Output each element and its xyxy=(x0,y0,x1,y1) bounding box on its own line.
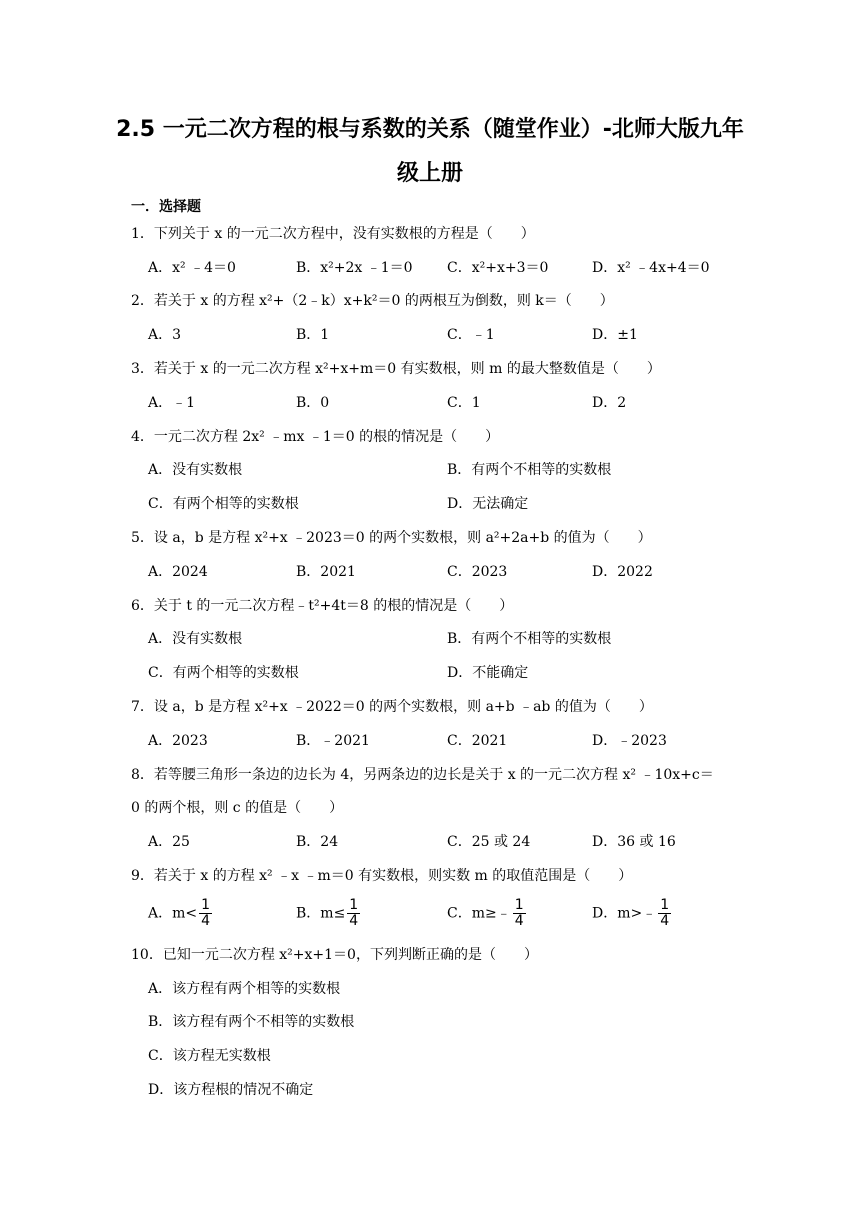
question-3: 3．若关于 x 的一元二次方程 x²+x+m＝0 有实数根，则 m 的最大整数值是（ ） xyxy=(131,361,661,377)
q4-option-c: C．有两个相等的实数根 xyxy=(148,496,299,512)
q7-option-b: B．﹣2021 xyxy=(296,733,370,749)
question-5: 5．设 a，b 是方程 x²+x ﹣2023＝0 的两个实数根，则 a²+2a+b 的值为（ ） xyxy=(131,530,652,546)
q9-option-d xyxy=(592,898,671,929)
fraction-numerator: 1 xyxy=(660,897,670,913)
fraction xyxy=(199,898,212,929)
q10-option-a: A．该方程有两个相等的实数根 xyxy=(148,981,341,997)
question-9: 9．若关于 x 的方程 x² ﹣x ﹣m＝0 有实数根，则实数 m 的取值范围是（ ） xyxy=(131,868,633,884)
q3-option-d: D．2 xyxy=(592,395,627,411)
q9-option-a-label: A．m< xyxy=(148,905,198,922)
question-6: 6．关于 t 的一元二次方程﹣t²+4t＝8 的根的情况是（ ） xyxy=(131,598,514,614)
q6-option-c: C．有两个相等的实数根 xyxy=(148,665,299,681)
page-title-line2: 级上册 xyxy=(396,161,463,186)
question-8-line1: 8．若等腰三角形一条边的边长为 4，另两条边的边长是关于 x 的一元二次方程 x² ﹣10x+c＝ xyxy=(131,767,714,783)
q9-option-c-label: C．m≥﹣ xyxy=(447,905,511,922)
section-heading: 一．选择题 xyxy=(131,199,201,215)
fraction-numerator: 1 xyxy=(514,897,524,913)
question-2: 2．若关于 x 的方程 x²+（2﹣k）x+k²＝0 的两根互为倒数，则 k＝（ ） xyxy=(131,293,614,309)
fraction-numerator: 1 xyxy=(201,897,211,913)
q2-option-c: C．﹣1 xyxy=(447,327,495,343)
q5-option-a: A．2024 xyxy=(148,564,208,580)
fraction-denominator: 4 xyxy=(201,913,211,929)
q1-option-c: C．x²+x+3＝0 xyxy=(447,260,549,276)
q9-option-b xyxy=(296,898,360,929)
question-10: 10．已知一元二次方程 x²+x+1＝0，下列判断正确的是（ ） xyxy=(131,947,538,963)
q7-option-d: D．﹣2023 xyxy=(592,733,667,749)
q6-option-a: A．没有实数根 xyxy=(148,631,243,647)
fraction xyxy=(347,898,360,929)
fraction-denominator: 4 xyxy=(349,913,359,929)
q1-option-a: A．x² ﹣4＝0 xyxy=(148,260,236,276)
question-8-line2: 0 的两个根，则 c 的值是（ ） xyxy=(131,800,344,816)
question-4: 4．一元二次方程 2x² ﹣mx ﹣1＝0 的根的情况是（ ） xyxy=(131,429,500,445)
fraction xyxy=(658,898,671,929)
q3-option-b: B．0 xyxy=(296,395,330,411)
q1-option-b: B．x²+2x ﹣1＝0 xyxy=(296,260,413,276)
fraction-numerator: 1 xyxy=(349,897,359,913)
q10-option-b: B．该方程有两个不相等的实数根 xyxy=(148,1014,355,1030)
q4-option-a: A．没有实数根 xyxy=(148,462,243,478)
q9-option-d-label: D．m>﹣ xyxy=(592,905,657,922)
question-1: 1．下列关于 x 的一元二次方程中，没有实数根的方程是（ ） xyxy=(131,226,535,242)
q9-option-c xyxy=(447,898,526,929)
page-title-line1: 2.5 一元二次方程的根与系数的关系（随堂作业）-北师大版九年 xyxy=(116,117,744,142)
fraction-denominator: 4 xyxy=(660,913,670,929)
q1-option-d: D．x² ﹣4x+4＝0 xyxy=(592,260,710,276)
q8-option-a: A．25 xyxy=(148,834,190,850)
q10-option-c: C．该方程无实数根 xyxy=(148,1048,271,1064)
q8-option-d: D．36 或 16 xyxy=(592,834,676,850)
q2-option-d: D．±1 xyxy=(592,327,638,343)
q7-option-c: C．2021 xyxy=(447,733,508,749)
q2-option-a: A．3 xyxy=(148,327,182,343)
q3-option-a: A．﹣1 xyxy=(148,395,196,411)
question-7: 7．设 a，b 是方程 x²+x ﹣2022＝0 的两个实数根，则 a+b ﹣ab 的值为（ ） xyxy=(131,699,653,715)
q5-option-b: B．2021 xyxy=(296,564,356,580)
q3-option-c: C．1 xyxy=(447,395,481,411)
q5-option-d: D．2022 xyxy=(592,564,653,580)
q8-option-b: B．24 xyxy=(296,834,339,850)
q8-option-c: C．25 或 24 xyxy=(447,834,531,850)
q6-option-b: B．有两个不相等的实数根 xyxy=(447,631,612,647)
q10-option-d: D．该方程根的情况不确定 xyxy=(148,1082,314,1098)
q9-option-b-label: B．m≤ xyxy=(296,905,346,922)
q5-option-c: C．2023 xyxy=(447,564,508,580)
q6-option-d: D．不能确定 xyxy=(447,665,529,681)
q9-option-a xyxy=(148,898,212,929)
fraction-denominator: 4 xyxy=(514,913,524,929)
q4-option-d: D．无法确定 xyxy=(447,496,529,512)
q2-option-b: B．1 xyxy=(296,327,330,343)
q7-option-a: A．2023 xyxy=(148,733,208,749)
fraction xyxy=(513,898,526,929)
q4-option-b: B．有两个不相等的实数根 xyxy=(447,462,612,478)
